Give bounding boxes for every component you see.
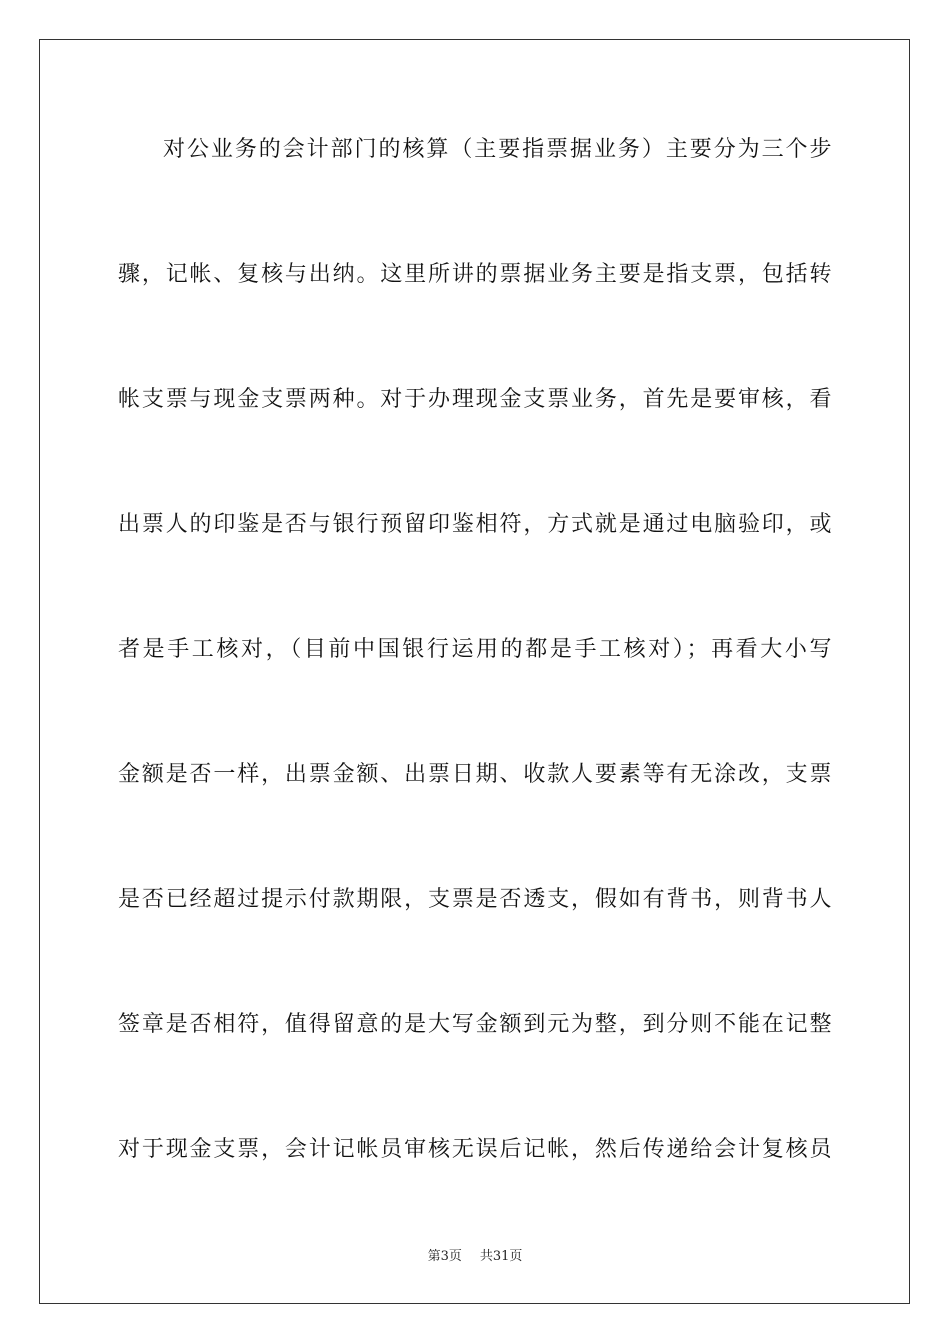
paragraph-line: 是否已经超过提示付款期限，支票是否透支，假如有背书，则背书人 [118, 887, 832, 912]
paragraph-line: 对公业务的会计部门的核算（主要指票据业务）主要分为三个步 [163, 137, 832, 162]
page-border [39, 39, 910, 1304]
paragraph-line: 帐支票与现金支票两种。对于办理现金支票业务，首先是要审核，看 [118, 387, 832, 412]
paragraph-line: 骤，记帐、复核与出纳。这里所讲的票据业务主要是指支票，包括转 [118, 262, 832, 287]
paragraph-line: 对于现金支票，会计记帐员审核无误后记帐，然后传递给会计复核员 [118, 1137, 832, 1162]
paragraph-line: 者是手工核对，（目前中国银行运用的都是手工核对）；再看大小写 [118, 637, 832, 662]
paragraph-line: 金额是否一样，出票金额、出票日期、收款人要素等有无涂改，支票 [118, 762, 832, 787]
paragraph-line: 签章是否相符，值得留意的是大写金额到元为整，到分则不能在记整 [118, 1012, 832, 1037]
paragraph-line: 出票人的印鉴是否与银行预留印鉴相符，方式就是通过电脑验印，或 [118, 512, 832, 537]
page-total: 共31页 [479, 1249, 523, 1264]
page-footer [0, 1248, 950, 1266]
page-number: 第3页 [427, 1249, 462, 1264]
